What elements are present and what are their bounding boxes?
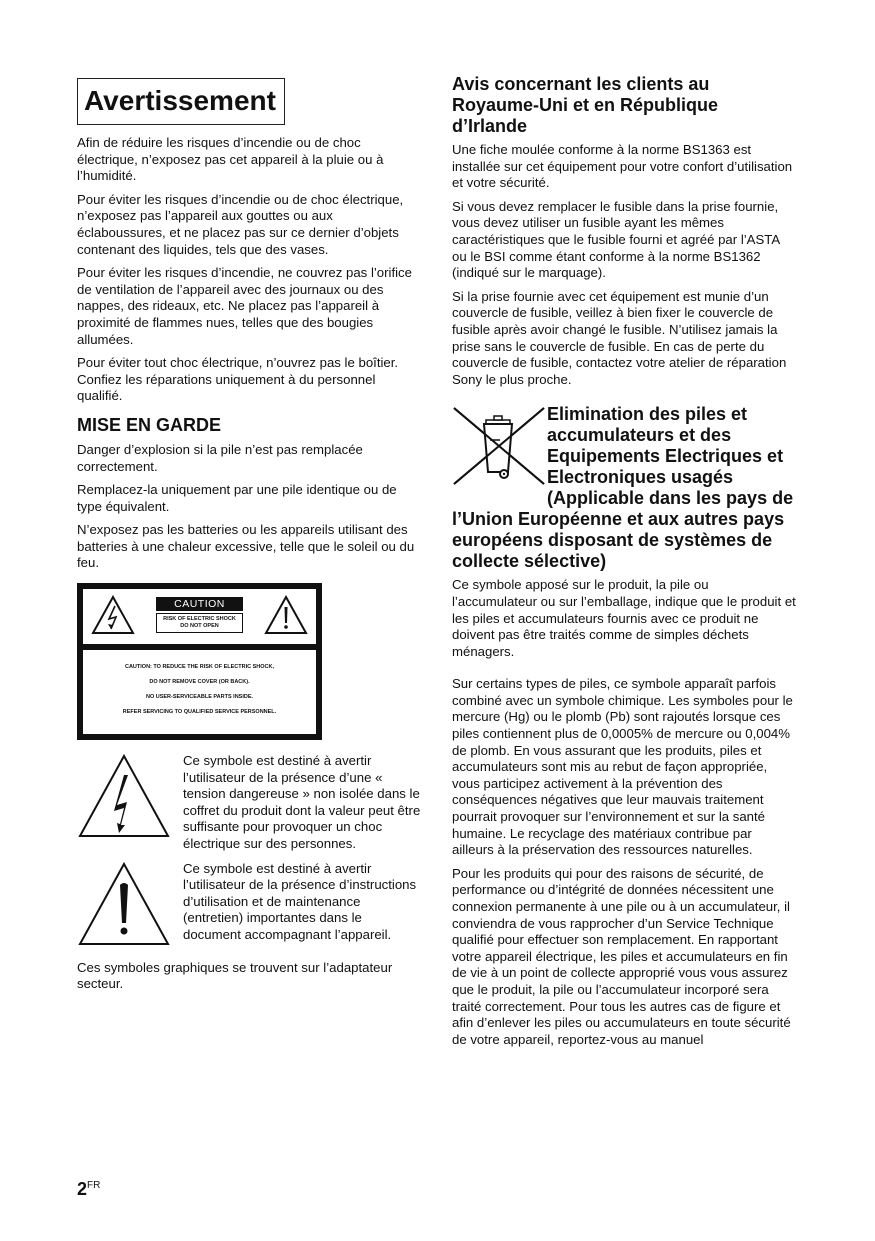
- uk-paragraph: Une fiche moulée conforme à la norme BS1363 est installée sur cet équipement pour votre confort d’utilisation et votre sécurité.: [452, 142, 793, 191]
- caution-line: REFER SERVICING TO QUALIFIED SERVICE PERSONNEL.: [122, 709, 277, 716]
- caution-text: CAUTION: [156, 597, 243, 611]
- weee-paragraph: Sur certains types de piles, ce symbole apparaît parfois combiné avec un symbole chimique. Les symboles pour le mercure (Hg) ou le plomb (Pb) sont rajoutés lorsque ces piles contiennent plus de 0,0005% de mercure ou 0,004% de plomb. En vous assurant que les produits, piles et accumulateurs sont mis au rebut de façon appropriée, vous participez activement à la prévention des conséquences négatives que leur mauvais traitement pourrait provoquer sur l’environnement et sur la santé humaine. Le recyclage des matériaux contribue par ailleurs à la préservation des ressources naturelles.: [452, 676, 793, 858]
- risk-text: [156, 613, 243, 633]
- risk-line: RISK OF ELECTRIC SHOCK: [163, 616, 236, 623]
- mise-en-garde-heading: MISE EN GARDE: [77, 414, 222, 435]
- page-number: [77, 1179, 100, 1200]
- risk-line: DO NOT OPEN: [180, 623, 219, 630]
- lightning-symbol-row: [77, 753, 421, 853]
- symbols-footer-text: Ces symboles graphiques se trouvent sur l’adaptateur secteur.: [77, 959, 393, 992]
- mise-paragraph: Remplacez-la uniquement par une pile identique ou de type équivalent.: [77, 482, 397, 514]
- crossed-bin-icon: [452, 406, 547, 486]
- weee-paragraph: Ce symbole apposé sur le produit, la pile ou l’accumulateur ou sur l’emballage, indique que le produit et les piles et accumulateurs fournis avec ce produit ne doivent pas être traités comme de simples déchets ménagers.: [452, 577, 796, 659]
- lightning-symbol-text: Ce symbole est destiné à avertir l’utilisateur de la présence d’une « tension dangereuse » non isolée dans le coffret du produit dont la valeur peut être suffisante pour provoquer un choc électrique sur des personnes.: [183, 753, 421, 852]
- right-column: [452, 74, 797, 1055]
- caution-line: CAUTION: TO REDUCE THE RISK OF ELECTRIC SHOCK,: [124, 664, 274, 671]
- lightning-triangle-icon: [91, 595, 135, 635]
- exclamation-triangle-icon: [264, 595, 308, 635]
- caution-label-image: [77, 583, 322, 740]
- uk-heading: Avis concernant les clients au Royaume-Uni et en République d’Irlande: [452, 74, 719, 136]
- warning-paragraph: Pour éviter les risques d’incendie, ne couvrez pas l’orifice de ventilation de l’appareil avec des journaux ou des nappes, des rideaux, etc. Ne placez pas l’appareil à proximité de flammes nues, telles que des bougies allumées.: [77, 265, 412, 347]
- page-number-value: 2: [77, 1179, 88, 1199]
- exclamation-symbol-text: Ce symbole est destiné à avertir l’utilisateur de la présence d’instructions d’utilisation et de maintenance (entretien) importantes dans le document accompagnant l’appareil.: [183, 860, 417, 942]
- caution-line: DO NOT REMOVE COVER (OR BACK).: [149, 679, 250, 686]
- weee-section: [452, 404, 797, 1048]
- language-code: FR: [87, 1180, 101, 1191]
- mise-paragraph: N’exposez pas les batteries ou les appareils utilisant des batteries à une chaleur excessive, telle que le soleil ou du feu.: [77, 522, 415, 571]
- uk-paragraph: Si la prise fournie avec cet équipement est munie d’un couvercle de fusible, veillez à bien fixer le couvercle de fusible après avoir changé le fusible. N’utilisez jamais la prise sans le couvercle de fusible. En cas de perte du couvercle de fusible, contactez votre atelier de réparation Sony le plus proche.: [452, 288, 787, 387]
- exclamation-symbol-row: [77, 861, 421, 952]
- exclamation-triangle-icon: [77, 861, 171, 947]
- warning-paragraph: Pour éviter tout choc électrique, n’ouvrez pas le boîtier. Confiez les réparations uniquement à du personnel qualifié.: [77, 355, 399, 404]
- weee-heading: Elimination des piles et accumulateurs et des Equipements Electriques et Electroniques usagés (Applicable dans les pays de l’Union Européenne et aux autres pays européens disposant de systèmes de collecte sélective): [452, 404, 794, 572]
- warning-paragraph: Pour éviter les risques d’incendie ou de choc électrique, n’exposez pas l’appareil aux gouttes ou aux éclaboussures, et ne placez pas sur ce dernier d’objets contenant des liquides, tels que des vases.: [77, 191, 404, 257]
- left-column: [77, 74, 421, 1000]
- caution-line: NO USER-SERVICEABLE PARTS INSIDE.: [145, 694, 254, 701]
- page-title: Avertissement: [77, 78, 285, 125]
- mise-paragraph: Danger d’explosion si la pile n’est pas remplacée correctement.: [77, 441, 363, 474]
- warning-paragraph: Afin de réduire les risques d’incendie ou de choc électrique, n’exposez pas cet appareil à la pluie ou à l’humidité.: [77, 135, 384, 184]
- lightning-triangle-icon: [77, 753, 171, 839]
- weee-paragraph: Pour les produits qui pour des raisons de sécurité, de performance ou d’intégrité de données nécessitent une connexion permanente à une pile ou à un accumulateur, il conviendra de vous rapprocher d’un Service Technique qualifié pour effectuer son remplacement. En rapportant votre appareil électrique, les piles et accumulateurs en fin de vie à un point de collecte approprié vous vous assurez que le produit, la pile ou l’accumulateur incorporé sera traité correctement. Pour tous les autres cas de figure et afin d’enlever les piles ou accumulateurs en toute sécurité de votre appareil, reportez-vous au manuel: [452, 865, 791, 1047]
- uk-paragraph: Si vous devez remplacer le fusible dans la prise fournie, vous devez utiliser un fusible ayant les mêmes caractéristiques que le fusible fourni et agréé par l’ASTA ou le BSI comme étant conforme à la norme BS1362 (indiqué sur le marquage).: [452, 198, 780, 281]
